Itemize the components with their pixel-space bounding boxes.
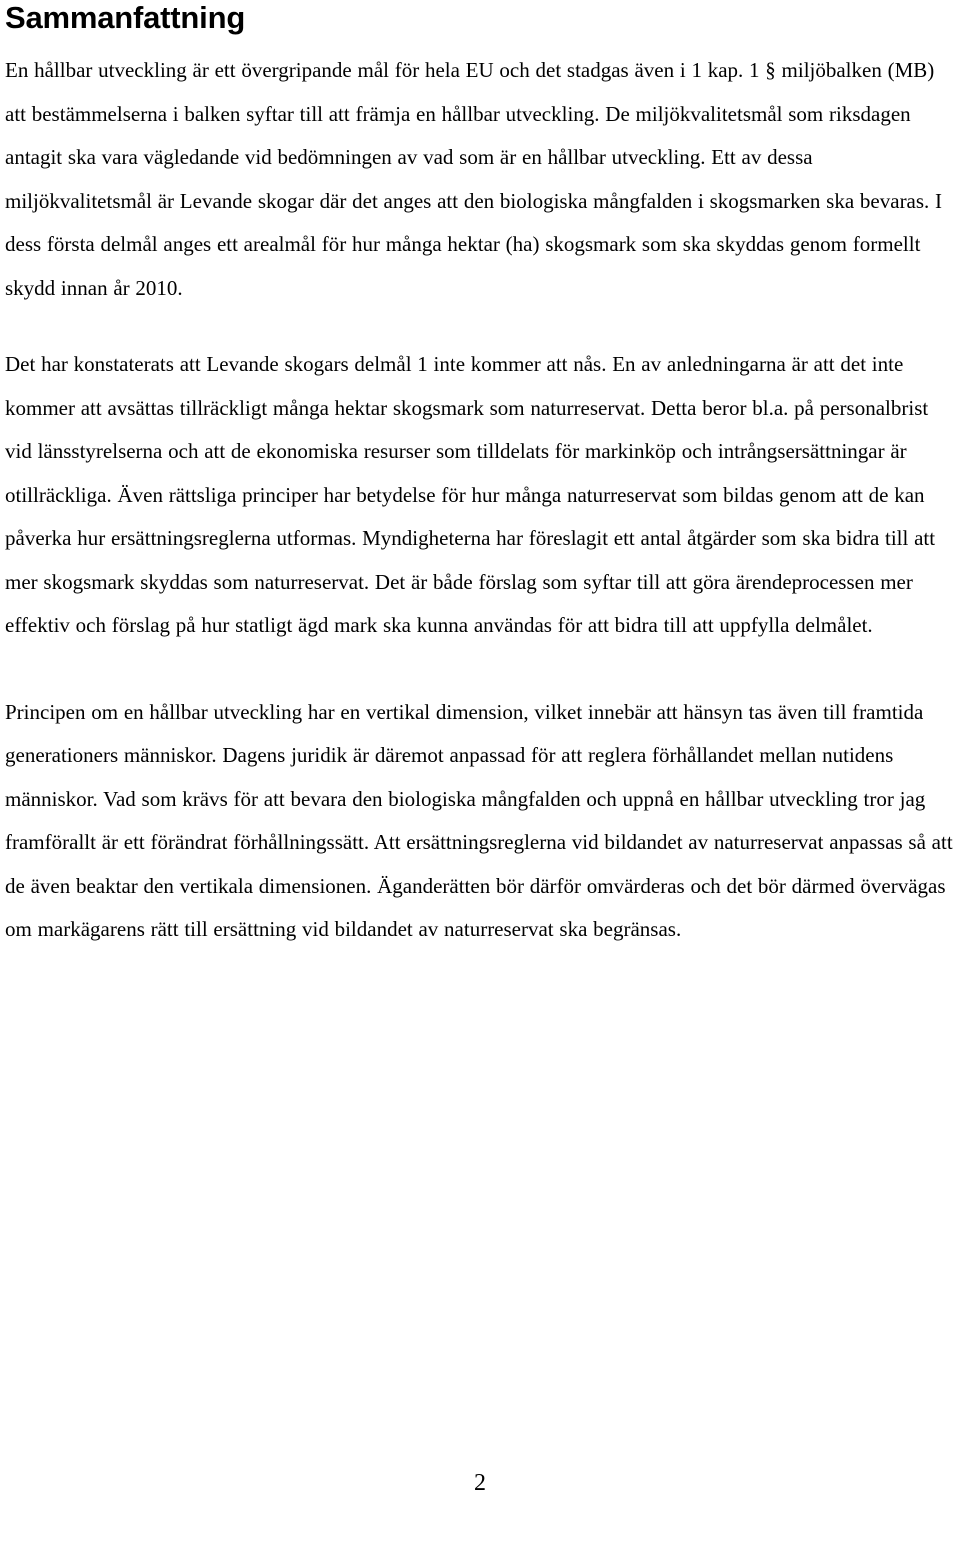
paragraph-findings: Det har konstaterats att Levande skogars delmål 1 inte kommer att nås. En av anledningarna är att det inte kommer att avsättas tillräckligt många hektar skogsmark som naturreservat. Detta beror bl.a. på personalbrist vid länsstyrelserna och att de ekonomiska resurser som tilldelats för markinköp och intrångsersättningar är otillräckliga. Även rättsliga principer har betydelse för hur många naturreservat som bildas genom att de kan påverka hur ersättningsreglerna utformas. Myndigheterna har föreslagit ett antal åtgärder som ska bidra till att mer skogsmark skyddas som naturreservat. Det är både förslag som syftar till att göra ärendeprocessen mer effektiv och förslag på hur statligt ägd mark ska kunna användas för att bidra till att uppfylla delmålet. (5, 352, 936, 637)
page-title: Sammanfattning (5, 0, 246, 35)
paragraph-conclusion: Principen om en hållbar utveckling har en vertikal dimension, vilket innebär att hänsyn tas även till framtida generationers människor. Dagens juridik är däremot anpassad för att reglera förhållandet mellan nutidens människor. Vad som krävs för att bevara den biologiska mångfalden och uppnå en hållbar utveckling tror jag framförallt är ett förändrat förhållningssätt. Att ersättningsreglerna vid bildandet av naturreservat anpassas så att de även beaktar den vertikala dimensionen. Äganderätten bör därför omvärderas och det bör därmed övervägas om markägarens rätt till ersättning vid bildandet av naturreservat ska begränsas. (5, 699, 953, 941)
paragraph-intro: En hållbar utveckling är ett övergripande mål för hela EU och det stadgas även i 1 kap. 1 § miljöbalken (MB) att bestämmelserna i balken syftar till att främja en hållbar utveckling. De miljökvalitetsmål som riksdagen antagit ska vara vägledande vid bedömningen av vad som är en hållbar utveckling. Ett av dessa miljökvalitetsmål är Levande skogar där det anges att den biologiska mångfalden i skogsmarken ska bevaras. I dess första delmål anges ett arealmål för hur många hektar (ha) skogsmark som ska skyddas genom formellt skydd innan år 2010. (5, 58, 943, 300)
page-number: 2 (474, 1470, 486, 1496)
